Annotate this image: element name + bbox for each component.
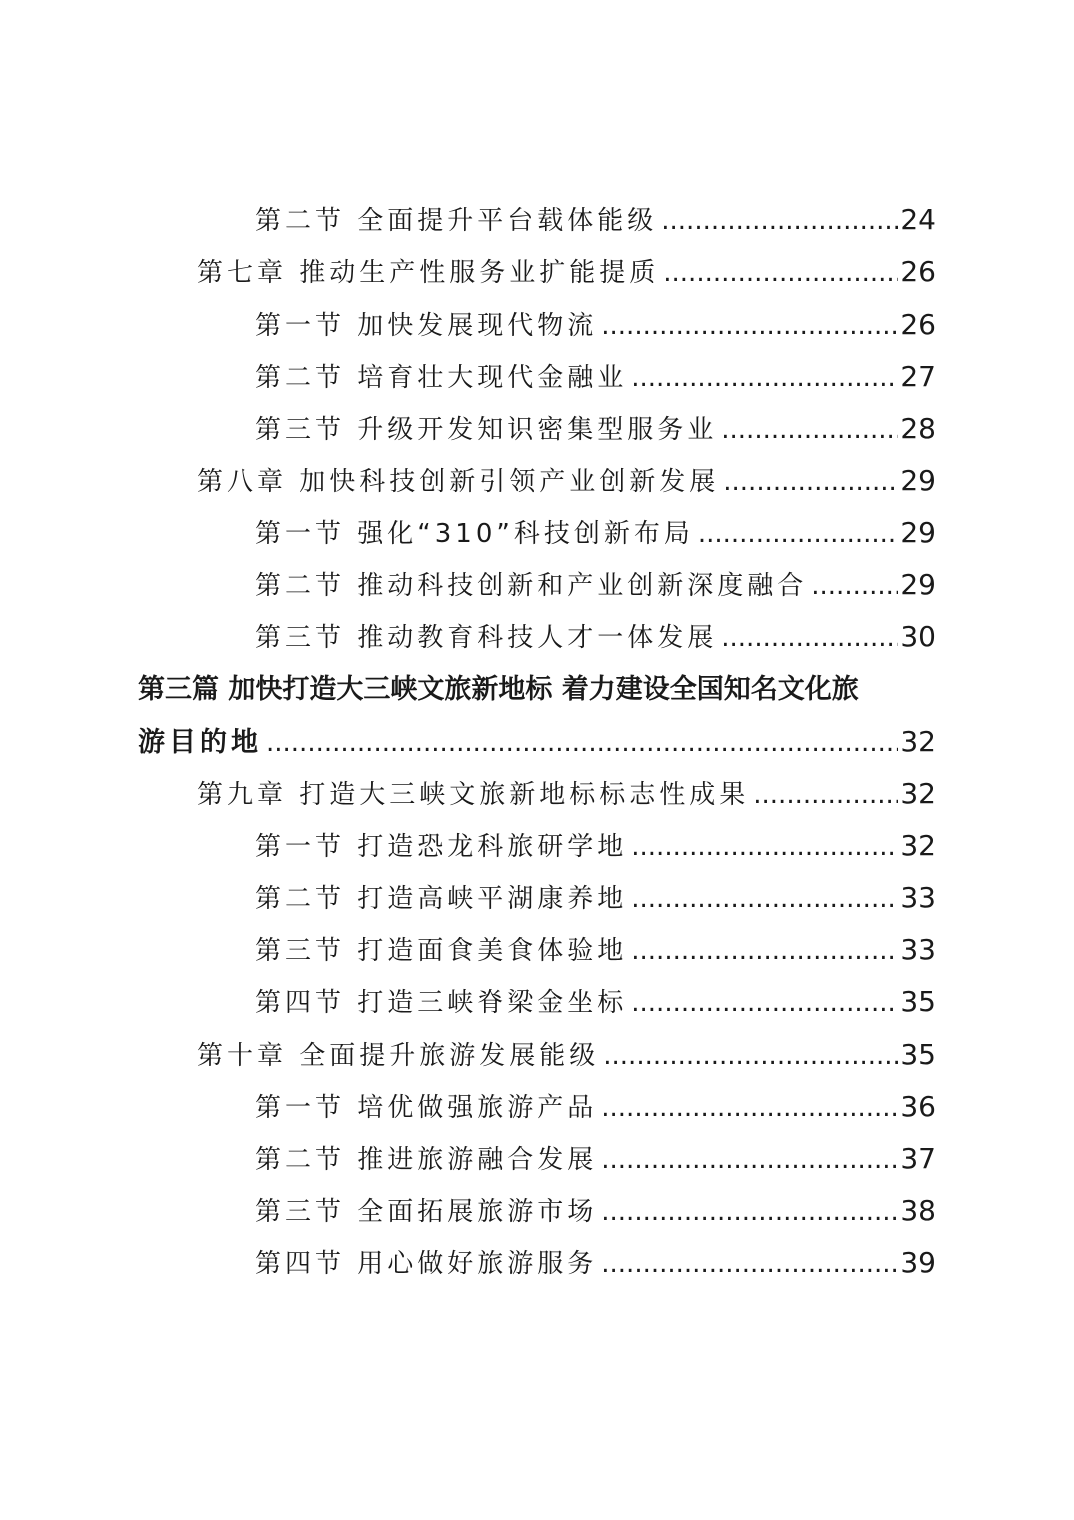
toc-section-entry[interactable]	[255, 878, 936, 918]
toc-entry-title: 第一节 加快发展现代物流	[255, 311, 598, 341]
toc-page-number: 35	[900, 1038, 936, 1071]
toc-page-number: 26	[900, 255, 936, 288]
toc-section-entry[interactable]	[255, 357, 936, 397]
dot-leader	[601, 1088, 898, 1128]
toc-entry-title: 第三节 全面拓展旅游市场	[255, 1197, 598, 1227]
toc-section-entry[interactable]	[255, 1243, 936, 1283]
dot-leader	[698, 514, 899, 554]
toc-page-number: 27	[900, 360, 936, 393]
toc-section-entry[interactable]	[255, 305, 936, 345]
toc-entry-title: 第四节 用心做好旅游服务	[255, 1249, 598, 1279]
toc-entry-title: 第一节 强化“310”科技创新布局	[255, 519, 694, 549]
toc-section-entry[interactable]	[255, 617, 936, 657]
toc-entry-title: 第四节 打造三峡脊梁金坐标	[255, 988, 628, 1018]
toc-page-number: 39	[900, 1246, 936, 1279]
dot-leader	[631, 358, 898, 398]
toc-entry-title: 第一节 培优做强旅游产品	[255, 1093, 598, 1123]
toc-entry-title: 第七章 推动生产性服务业扩能提质	[197, 258, 660, 288]
toc-page-number: 33	[900, 933, 936, 966]
toc-part-title-line1[interactable]: 第三篇 加快打造大三峡文旅新地标 着力建设全国知名文化旅	[138, 674, 859, 705]
toc-page-number: 32	[900, 725, 936, 758]
toc-entry-title: 第一节 打造恐龙科旅研学地	[255, 832, 628, 862]
dot-leader	[631, 931, 898, 971]
toc-page-number: 38	[900, 1194, 936, 1227]
toc-section-entry[interactable]	[255, 565, 936, 605]
toc-chapter-entry[interactable]	[197, 252, 936, 292]
toc-page-number: 29	[900, 568, 936, 601]
toc-part-title-line2: 游目的地	[138, 727, 262, 758]
toc-page-number: 36	[900, 1090, 936, 1123]
dot-leader	[723, 462, 898, 502]
toc-section-entry[interactable]	[255, 513, 936, 553]
dot-leader	[811, 566, 898, 606]
toc-chapter-entry[interactable]	[197, 1035, 936, 1075]
toc-entry-title: 第三节 推动教育科技人才一体发展	[255, 623, 718, 653]
dot-leader	[721, 618, 898, 658]
toc-section-entry[interactable]	[255, 1191, 936, 1231]
toc-entry-title: 第十章 全面提升旅游发展能级	[197, 1041, 600, 1071]
dot-leader	[266, 723, 898, 763]
toc-section-entry[interactable]	[255, 200, 936, 240]
toc-section-entry[interactable]	[255, 982, 936, 1022]
toc-chapter-entry[interactable]	[197, 774, 936, 814]
toc-page-number: 30	[900, 620, 936, 653]
dot-leader	[601, 306, 898, 346]
toc-entry-title: 第九章 打造大三峡文旅新地标标志性成果	[197, 780, 750, 810]
toc-entry-title: 第二节 全面提升平台载体能级	[255, 206, 658, 236]
dot-leader	[601, 1192, 898, 1232]
dot-leader	[721, 410, 898, 450]
toc-page-number: 26	[900, 308, 936, 341]
toc-section-entry[interactable]	[255, 826, 936, 866]
toc-page-number: 33	[900, 881, 936, 914]
toc-entry-title: 第二节 推进旅游融合发展	[255, 1145, 598, 1175]
toc-section-entry[interactable]	[255, 1087, 936, 1127]
toc-entry-title: 第三节 打造面食美食体验地	[255, 936, 628, 966]
toc-entry-title: 第三节 升级开发知识密集型服务业	[255, 415, 718, 445]
toc-section-entry[interactable]	[255, 930, 936, 970]
dot-leader	[753, 775, 898, 815]
toc-chapter-entry[interactable]	[197, 461, 936, 501]
toc-entry-title: 第二节 打造高峡平湖康养地	[255, 884, 628, 914]
dot-leader	[663, 253, 898, 293]
toc-page-number: 35	[900, 985, 936, 1018]
toc-page-number: 32	[900, 777, 936, 810]
toc-part-entry[interactable]	[138, 722, 936, 762]
toc-page-number: 29	[900, 516, 936, 549]
dot-leader	[631, 879, 898, 919]
dot-leader	[603, 1036, 898, 1076]
toc-entry-title: 第二节 推动科技创新和产业创新深度融合	[255, 571, 808, 601]
dot-leader	[601, 1140, 898, 1180]
toc-entry-title: 第八章 加快科技创新引领产业创新发展	[197, 467, 720, 497]
toc-page-number: 32	[900, 829, 936, 862]
toc-section-entry[interactable]	[255, 1139, 936, 1179]
toc-page-number: 24	[900, 203, 936, 236]
dot-leader	[631, 827, 898, 867]
toc-page-number: 28	[900, 412, 936, 445]
dot-leader	[601, 1244, 898, 1284]
toc-section-entry[interactable]	[255, 409, 936, 449]
toc-entry-title: 第二节 培育壮大现代金融业	[255, 363, 628, 393]
toc-page-number: 29	[900, 464, 936, 497]
dot-leader	[661, 201, 898, 241]
toc-page-number: 37	[900, 1142, 936, 1175]
dot-leader	[631, 983, 898, 1023]
